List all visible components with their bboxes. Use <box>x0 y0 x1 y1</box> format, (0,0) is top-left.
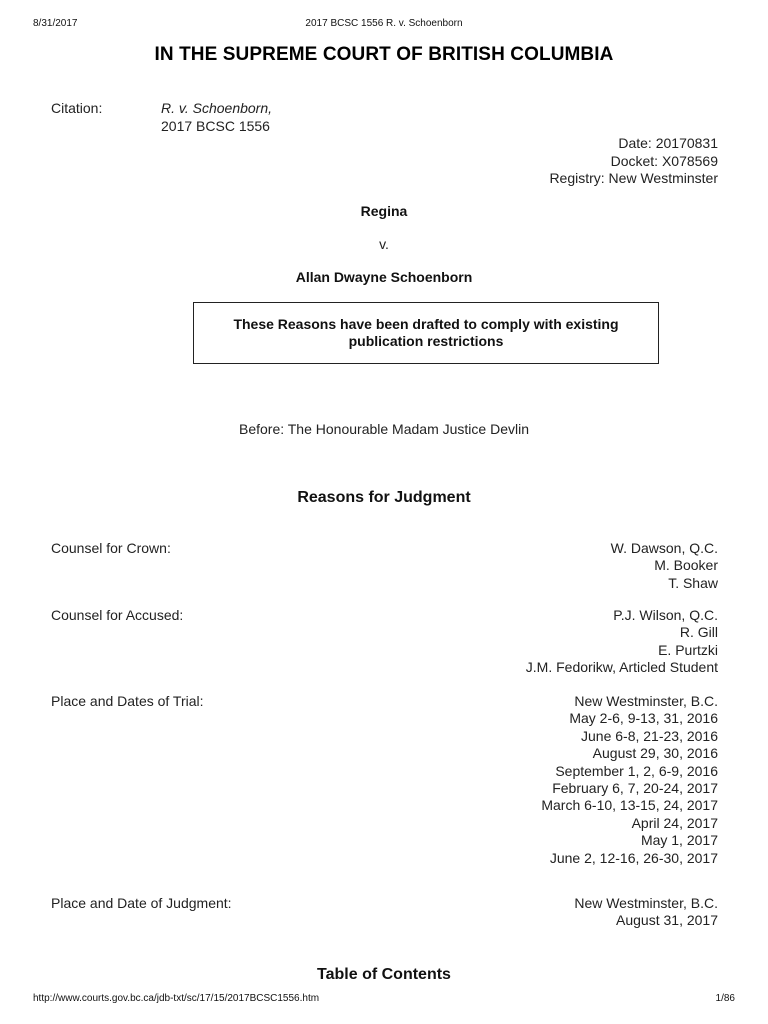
case-registry: Registry: New Westminster <box>549 170 718 186</box>
print-date: 8/31/2017 <box>33 18 78 29</box>
case-docket: Docket: X078569 <box>610 152 718 169</box>
case-meta <box>549 135 718 188</box>
list-item: August 31, 2017 <box>616 912 718 929</box>
citation-label: Citation: <box>51 100 103 116</box>
list-item: P.J. Wilson, Q.C. <box>613 607 718 623</box>
counsel-accused-label: Counsel for Accused: <box>51 607 184 623</box>
list-item: February 6, 7, 20-24, 2017 <box>552 780 718 797</box>
list-item: May 2-6, 9-13, 31, 2016 <box>569 710 718 727</box>
list-item: April 24, 2017 <box>631 814 718 831</box>
counsel-crown-label: Counsel for Crown: <box>51 540 171 556</box>
list-item: June 6-8, 21-23, 2016 <box>581 727 718 744</box>
party-versus: v. <box>379 236 389 252</box>
judgment-label: Place and Date of Judgment: <box>51 895 232 911</box>
list-item: J.M. Fedorikw, Articled Student <box>525 659 718 676</box>
list-item: March 6-10, 13-15, 24, 2017 <box>541 797 718 814</box>
list-item: June 2, 12-16, 26-30, 2017 <box>549 849 718 866</box>
party-second: Allan Dwayne Schoenborn <box>295 269 473 285</box>
toc-heading: Table of Contents <box>317 966 451 983</box>
before-judge: Before: The Honourable Madam Justice Devlin <box>238 421 529 437</box>
print-page-number: 1/86 <box>715 993 735 1004</box>
judgment-details <box>574 895 718 930</box>
trial-dates-list <box>541 693 718 867</box>
list-item: R. Gill <box>679 624 718 641</box>
list-item: W. Dawson, Q.C. <box>610 540 718 556</box>
counsel-crown-list <box>611 540 718 592</box>
reasons-heading: Reasons for Judgment <box>297 489 471 506</box>
citation-cite: 2017 BCSC 1556 <box>161 117 270 134</box>
list-item: May 1, 2017 <box>640 832 718 849</box>
print-url: http://www.courts.gov.bc.ca/jdb-txt/sc/17/15/2017BCSC1556.htm <box>33 993 320 1004</box>
counsel-accused-list <box>526 607 718 677</box>
list-item: M. Booker <box>654 557 718 574</box>
list-item: T. Shaw <box>668 574 718 591</box>
citation-value <box>161 100 272 135</box>
publication-restriction-notice: These Reasons have been drafted to comply with existing publication restrictions <box>193 302 659 364</box>
list-item: August 29, 30, 2016 <box>592 745 718 762</box>
party-first: Regina <box>360 203 408 219</box>
court-heading: IN THE SUPREME COURT OF BRITISH COLUMBIA <box>154 44 614 65</box>
list-item: E. Purtzki <box>658 641 718 658</box>
citation-case-name: R. v. Schoenborn, <box>161 100 273 116</box>
list-item: New Westminster, B.C. <box>574 895 718 911</box>
list-item: September 1, 2, 6-9, 2016 <box>555 762 718 779</box>
list-item: New Westminster, B.C. <box>574 693 718 709</box>
case-date: Date: 20170831 <box>618 135 718 151</box>
trial-label: Place and Dates of Trial: <box>51 693 204 709</box>
print-title: 2017 BCSC 1556 R. v. Schoenborn <box>305 18 463 29</box>
